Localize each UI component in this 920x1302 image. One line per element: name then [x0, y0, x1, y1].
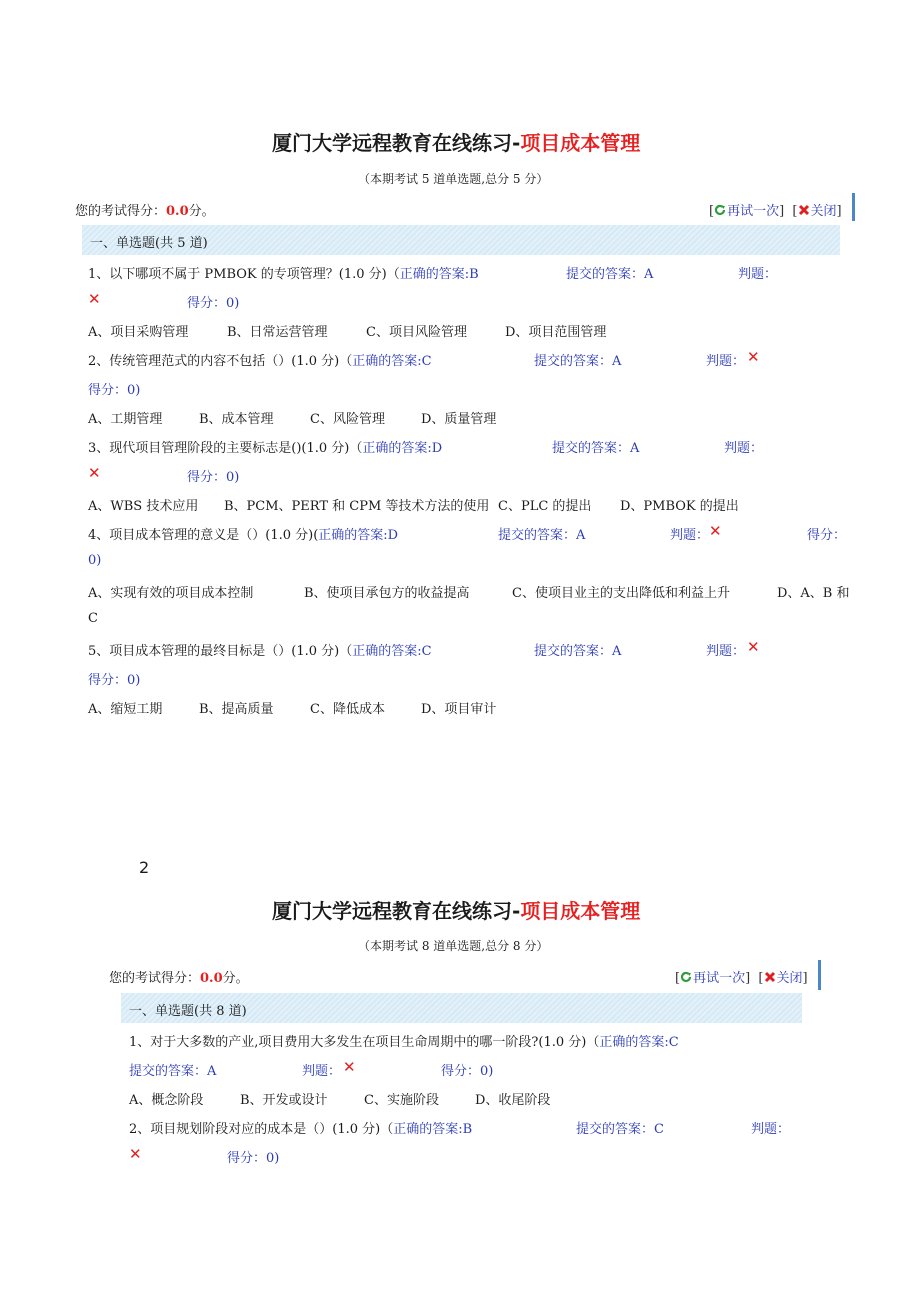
- score-label: 您的考试得分：: [75, 204, 167, 219]
- option-b: B、提高质量: [199, 702, 274, 717]
- question-score: 得分：0): [187, 470, 240, 485]
- option-a: A、实现有效的项目成本控制: [88, 586, 254, 601]
- option-d: D、A、B 和: [777, 586, 850, 601]
- wrong-mark: ✕: [343, 1058, 356, 1076]
- question-score: 得分：0): [441, 1064, 494, 1079]
- question-text: 4、项目成本管理的意义是（）(1.0 分)(: [88, 528, 319, 543]
- option-c: C、使项目业主的支出降低和利益上升: [512, 586, 730, 601]
- option-a: A、概念阶段: [129, 1093, 204, 1108]
- page-title: [272, 895, 640, 924]
- wrong-mark: ✕: [747, 638, 760, 656]
- question-1: [88, 263, 479, 282]
- action-links: [ 再试一次] [ 关闭]: [675, 971, 808, 986]
- title-prefix: 厦门大学远程教育在线练习-: [272, 899, 521, 923]
- score-unit: 分。: [222, 971, 249, 986]
- judge-label: 判题：: [706, 644, 746, 659]
- correct-answer: 正确的答案:D: [318, 528, 399, 543]
- option-c: C、PLC 的提出: [498, 499, 592, 514]
- question-2: [129, 1118, 472, 1137]
- retry-link[interactable]: [680, 971, 745, 986]
- option-c: C、风险管理: [310, 412, 385, 427]
- question-3: [88, 437, 442, 456]
- refresh-icon: [714, 204, 726, 216]
- judge-label: 判题：: [724, 441, 764, 456]
- close-x-icon: [798, 204, 810, 216]
- option-b: B、开发或设计: [240, 1093, 328, 1108]
- correct-answer: 正确的答案:B: [393, 1122, 473, 1137]
- question-score: 得分：0): [227, 1151, 280, 1166]
- exam-summary: （本期考试 8 道单选题,总分 8 分）: [358, 939, 549, 953]
- option-c: C、项目风险管理: [366, 325, 467, 340]
- option-b: B、使项目承包方的收益提高: [304, 586, 470, 601]
- wrong-mark: ✕: [709, 522, 722, 540]
- question-text: 5、项目成本管理的最终目标是（）(1.0 分)（: [88, 644, 353, 659]
- section-title: 一、单选题(共 5 道): [90, 236, 208, 251]
- close-link[interactable]: [764, 971, 803, 986]
- question-score: 得分：0): [187, 296, 240, 311]
- close-label: 关闭: [810, 204, 837, 219]
- correct-answer: 正确的答案:D: [362, 441, 443, 456]
- option-d: D、项目审计: [421, 702, 497, 717]
- question-score: 得分：0): [88, 383, 141, 398]
- divider-bar: [818, 960, 821, 990]
- retry-link[interactable]: [714, 204, 779, 219]
- submitted-answer: 提交的答案：A: [534, 644, 622, 659]
- question-text: 2、传统管理范式的内容不包括（）(1.0 分)（: [88, 354, 353, 369]
- judge-label: 判题：: [670, 528, 710, 543]
- option-b: B、成本管理: [199, 412, 274, 427]
- option-b: B、PCM、PERT 和 CPM 等技术方法的使用: [224, 499, 490, 514]
- close-link[interactable]: [798, 204, 837, 219]
- option-d: D、质量管理: [421, 412, 497, 427]
- question-text: 1、对于大多数的产业,项目费用大多发生在项目生命周期中的哪一阶段?(1.0 分)（: [129, 1035, 600, 1050]
- wrong-mark: ✕: [129, 1145, 142, 1163]
- judge-label: 判题：: [738, 267, 778, 282]
- question-5: [88, 640, 432, 659]
- option-a: A、缩短工期: [88, 702, 163, 717]
- question-1: [129, 1031, 679, 1050]
- close-label: 关闭: [776, 971, 803, 986]
- divider-bar: [852, 193, 855, 221]
- option-d: D、PMBOK 的提出: [620, 499, 739, 514]
- submitted-answer: 提交的答案：C: [576, 1122, 664, 1137]
- option-d: D、项目范围管理: [505, 325, 607, 340]
- title-subject: 项目成本管理: [520, 899, 641, 923]
- submitted-answer: 提交的答案：A: [566, 267, 654, 282]
- judge-label: 判题：: [751, 1122, 791, 1137]
- correct-answer: 正确的答案:C: [599, 1035, 679, 1050]
- title-subject: 项目成本管理: [520, 131, 641, 155]
- wrong-mark: ✕: [88, 290, 101, 308]
- question-score: 得分：0): [88, 673, 141, 688]
- submitted-answer: 提交的答案：A: [534, 354, 622, 369]
- option-d-continued: C: [88, 611, 98, 626]
- score-value: 0.0: [166, 204, 189, 219]
- question-text: 2、项目规划阶段对应的成本是（）(1.0 分)（: [129, 1122, 394, 1137]
- retry-label: 再试一次: [693, 971, 746, 986]
- exam-summary: （本期考试 5 道单选题,总分 5 分）: [358, 172, 549, 186]
- exam-score: [75, 200, 215, 219]
- score-label: 您的考试得分：: [109, 971, 201, 986]
- question-4: [88, 524, 398, 543]
- refresh-icon: [680, 971, 692, 983]
- option-a: A、工期管理: [88, 412, 163, 427]
- option-c: C、实施阶段: [364, 1093, 439, 1108]
- section-header: [121, 993, 802, 1023]
- judge-label: 判题：: [302, 1064, 342, 1079]
- question-text: 1、以下哪项不属于 PMBOK 的专项管理？(1.0 分)（: [88, 267, 400, 282]
- question-score-label: 得分：: [807, 528, 847, 543]
- score-value: 0.0: [200, 971, 223, 986]
- retry-label: 再试一次: [727, 204, 780, 219]
- page-title: [272, 127, 640, 156]
- option-c: C、降低成本: [310, 702, 385, 717]
- action-links: [ 再试一次] [ 关闭]: [709, 204, 842, 219]
- option-a: A、WBS 技术应用: [88, 499, 199, 514]
- option-b: B、日常运营管理: [227, 325, 328, 340]
- wrong-mark: ✕: [88, 464, 101, 482]
- option-d: D、收尾阶段: [475, 1093, 551, 1108]
- section-header: [82, 225, 840, 255]
- correct-answer: 正确的答案:C: [352, 644, 432, 659]
- submitted-answer: 提交的答案：A: [498, 528, 586, 543]
- title-prefix: 厦门大学远程教育在线练习-: [272, 131, 521, 155]
- section-title: 一、单选题(共 8 道): [129, 1004, 247, 1019]
- score-unit: 分。: [188, 204, 215, 219]
- close-x-icon: [764, 971, 776, 983]
- correct-answer: 正确的答案:C: [352, 354, 432, 369]
- question-text: 3、现代项目管理阶段的主要标志是()(1.0 分)（: [88, 441, 363, 456]
- question-score-value: 0): [88, 553, 102, 568]
- option-a: A、项目采购管理: [88, 325, 189, 340]
- judge-label: 判题：: [706, 354, 746, 369]
- wrong-mark: ✕: [747, 348, 760, 366]
- page-number: 2: [139, 858, 150, 877]
- exam-score: [109, 967, 249, 986]
- submitted-answer: 提交的答案：A: [129, 1064, 217, 1079]
- correct-answer: 正确的答案:B: [399, 267, 479, 282]
- question-2: [88, 350, 432, 369]
- submitted-answer: 提交的答案：A: [552, 441, 640, 456]
